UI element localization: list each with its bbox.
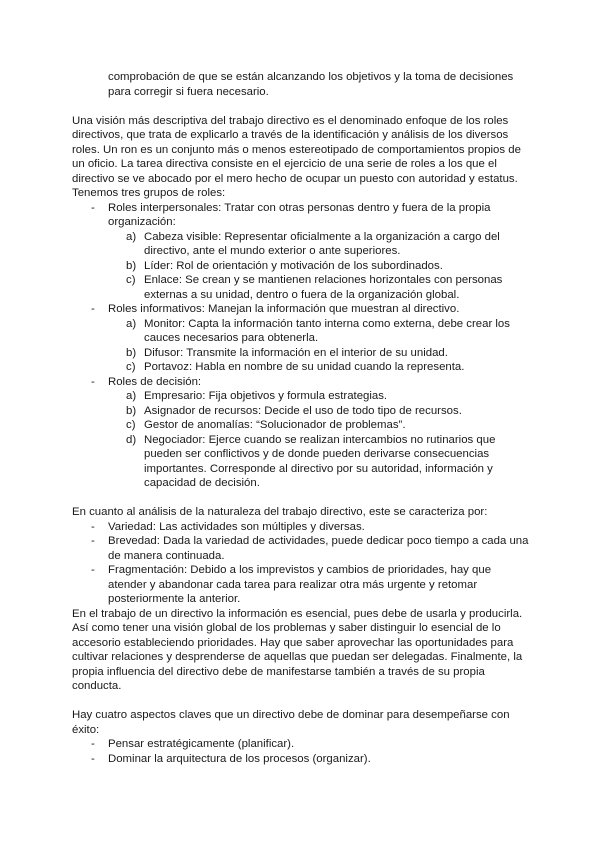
item-letter: d) [126, 433, 137, 446]
aspects-intro: Hay cuatro aspectos claves que un directivo debe de dominar para desempeñarse con éxito: [72, 709, 510, 736]
role-item [72, 360, 532, 375]
item-letter: b) [126, 346, 137, 359]
nature-item-text: Brevedad: Dada la variedad de actividades, puede dedicar poco tiempo a cada una de manera continuada. [108, 535, 529, 562]
aspect-item [72, 752, 532, 767]
intro-continuation: comprobación de que se están alcanzando los objetivos y la toma de decisiones para corregir si fuera necesario. [108, 71, 514, 98]
role-item-text: Enlace: Se crean y se mantienen relaciones horizontales con personas externas a su unidad, dentro o fuera de la organización global. [144, 274, 503, 301]
role-item [72, 418, 532, 433]
role-group-informative [72, 302, 532, 317]
dash-bullet: - [91, 303, 95, 315]
item-letter: c) [126, 419, 136, 431]
role-item-text: Cabeza visible: Representar oficialmente a la organización a cargo del directivo, ante el mundo exterior o ante superiores. [144, 230, 500, 257]
document-body [72, 70, 532, 766]
role-item [72, 389, 532, 404]
role-group-interpersonal [72, 201, 532, 230]
nature-item [72, 534, 532, 563]
aspect-item-text: Dominar la arquitectura de los procesos (organizar). [108, 752, 371, 765]
role-item-text: Portavoz: Habla en nombre de su unidad cuando la representa. [144, 361, 465, 373]
roles-intro-paragraph: Una visión más descriptiva del trabajo directivo es el denominado enfoque de los roles directivos, que trata de explicarlo a través de la identificación y análisis de los diversos roles. Un ron es un conjunto más o menos estereotipado de comportamientos propios de un oficio. La tarea directiva consiste en el ejercicio de una serie de roles a los que el directivo se ve abocado por el mero hecho de ocupar un puesto con autoridad y estatus. Tenemos tres grupos de roles: [72, 114, 521, 199]
dash-bullet: - [91, 375, 95, 388]
role-item [72, 230, 532, 259]
role-item-text: Difusor: Transmite la información en el interior de su unidad. [144, 346, 448, 359]
role-item [72, 273, 532, 302]
nature-item-text: Variedad: Las actividades son múltiples y diversas. [108, 520, 365, 533]
role-item [72, 433, 532, 491]
item-letter: c) [126, 274, 136, 286]
role-item [72, 346, 532, 361]
nature-item-text: Fragmentación: Debido a los imprevistos y cambios de prioridades, hay que atender y abandonar cada tarea para realizar otra más urgente y retomar posteriormente la anterior. [108, 564, 492, 605]
item-letter: c) [126, 361, 136, 373]
role-item [72, 317, 532, 346]
role-item-text: Líder: Rol de orientación y motivación de los subordinados. [144, 259, 443, 272]
role-item [72, 404, 532, 419]
nature-intro: En cuanto al análisis de la naturaleza del trabajo directivo, este se caracteriza por: [72, 506, 488, 518]
item-letter: b) [126, 404, 137, 417]
role-item-text: Monitor: Capta la información tanto interna como externa, debe crear los cauces necesarios para obtenerla. [144, 317, 510, 344]
item-letter: a) [126, 390, 137, 402]
dash-bullet: - [91, 738, 95, 750]
dash-bullet: - [91, 520, 95, 533]
role-group-title: Roles interpersonales: Tratar con otras personas dentro y fuera de la propia organización: [108, 201, 491, 228]
information-paragraph: En el trabajo de un directivo la información es esencial, pues debe de usarla y producirla. Así como tener una visión global de los problemas y saber distinguir lo esencial de lo accesorio estableciendo prioridades. Hay que saber aprovechar las oportunidades para cultivar relaciones y desprenderse de aquellas que puedan ser delegadas. Finalmente, la propia influencia del directivo debe de manifestarse también a través de su propia conducta. [72, 607, 523, 692]
role-item [72, 259, 532, 274]
dash-bullet: - [91, 564, 95, 576]
dash-bullet: - [91, 535, 95, 547]
role-group-title: Roles informativos: Manejan la información que muestran al directivo. [108, 303, 460, 315]
role-group-decision [72, 375, 532, 390]
role-group-title: Roles de decisión: [108, 375, 202, 388]
aspect-item-text: Pensar estratégicamente (planificar). [108, 738, 295, 750]
role-item-text: Empresario: Fija objetivos y formula estrategias. [144, 390, 388, 402]
role-item-text: Gestor de anomalías: “Solucionador de problemas”. [144, 419, 406, 431]
nature-item [72, 520, 532, 535]
item-letter: b) [126, 259, 137, 272]
aspect-item [72, 737, 532, 752]
role-item-text: Asignador de recursos: Decide el uso de todo tipo de recursos. [144, 404, 462, 417]
item-letter: a) [126, 230, 137, 243]
dash-bullet: - [91, 201, 95, 214]
role-item-text: Negociador: Ejerce cuando se realizan intercambios no rutinarios que pueden ser conflictivos y de donde pueden derivarse consecuencias importantes. Corresponde al directivo por su autoridad, información y capacidad de decisión. [144, 433, 496, 489]
item-letter: a) [126, 317, 137, 330]
dash-bullet: - [91, 752, 95, 765]
nature-item [72, 563, 532, 607]
